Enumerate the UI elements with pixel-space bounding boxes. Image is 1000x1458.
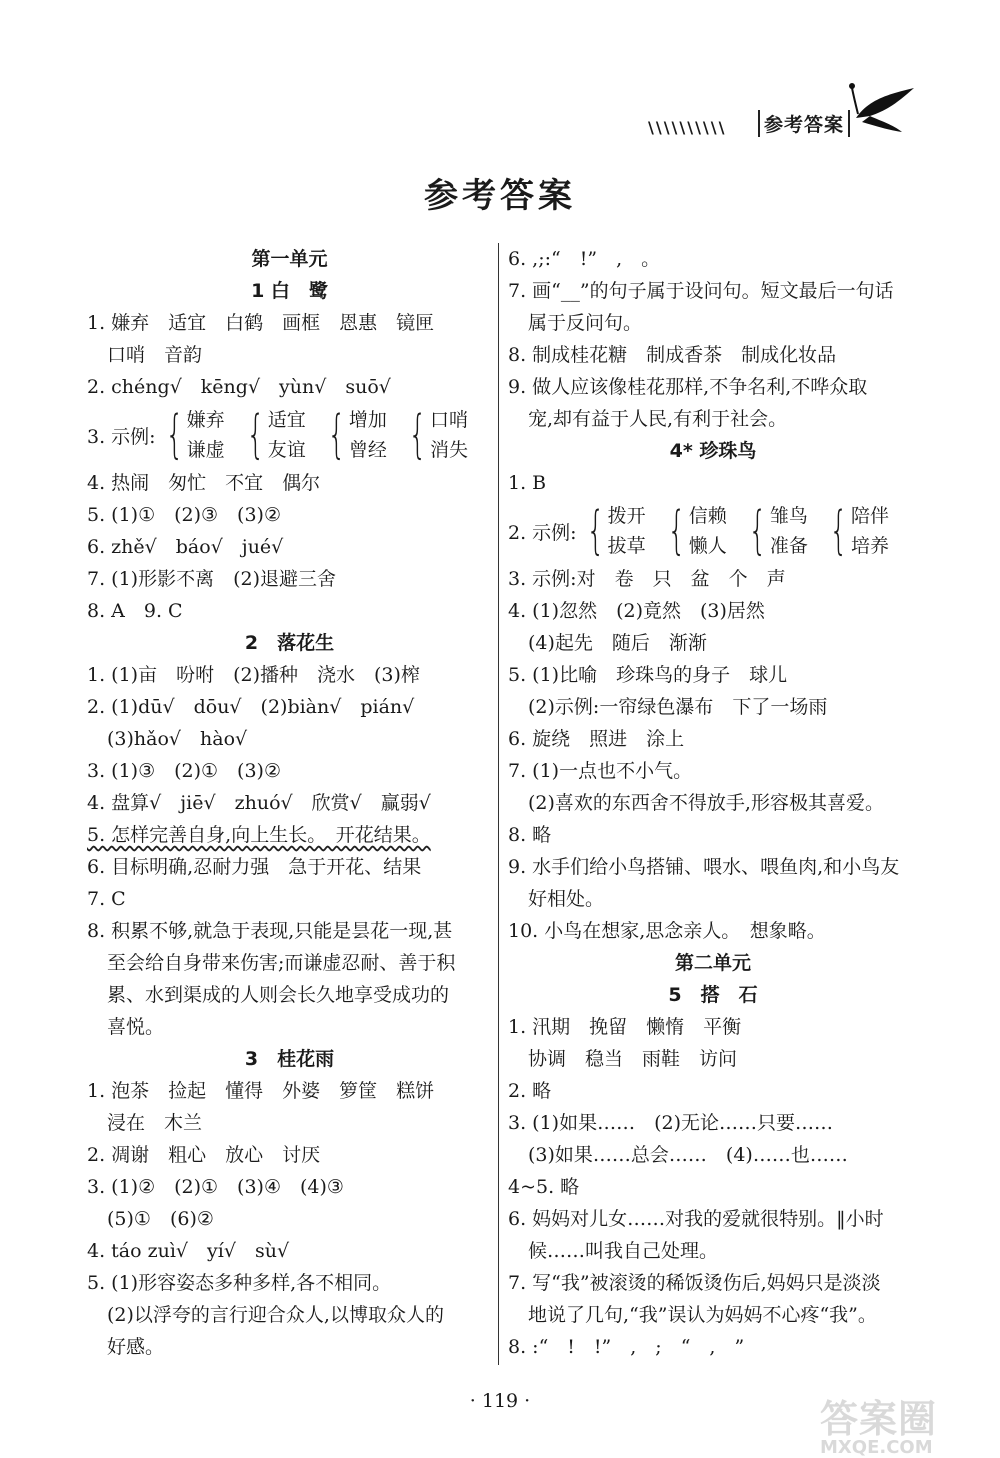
answer-line (508, 659, 918, 691)
word-stack (689, 501, 727, 561)
answer-line (87, 1011, 492, 1043)
answer-text: 至会给自身带来伤害;而谦虚忍耐、善于积 (107, 952, 456, 974)
answer-line (87, 563, 492, 595)
answer-line (508, 1043, 918, 1075)
word-pair (239, 405, 306, 465)
answer-line (87, 947, 492, 979)
word-pair (579, 501, 646, 561)
pair-word: 消失 (430, 439, 469, 461)
answer-line (508, 1331, 918, 1363)
word-stack (187, 405, 225, 465)
answer-text: 4. 盘算√ jiē√ zhuó√ 欣赏√ 赢弱√ (87, 792, 431, 814)
answer-text: 7. 写“我”被滚烫的稀饭烫伤后,妈妈只是淡淡 (508, 1272, 881, 1294)
answer-text: (5)① (6)② (107, 1208, 214, 1230)
answer-text: 2. chéng√ kēng√ yùn√ suō√ (87, 376, 391, 398)
answer-line (87, 1299, 492, 1331)
word-pair (660, 501, 727, 561)
watermark-main: 答案圈 (820, 1397, 938, 1441)
word-pair (741, 501, 808, 561)
answer-line (87, 307, 492, 339)
brace-icon: { (667, 501, 686, 561)
answer-text: 协调 稳当 雨鞋 访问 (528, 1048, 738, 1070)
answer-line (87, 883, 492, 915)
section-heading (87, 275, 492, 307)
section-heading (508, 979, 918, 1011)
answer-text: 6. 旋绕 照进 涂上 (508, 728, 685, 750)
answer-line (508, 1107, 918, 1139)
word-stack (349, 405, 387, 465)
answer-line (508, 243, 918, 275)
pair-word: 培养 (851, 535, 890, 557)
brace-icon: { (748, 501, 767, 561)
answer-text: 口哨 音韵 (107, 344, 203, 366)
pair-word: 拨开 (607, 505, 646, 527)
answer-text: 6. 妈妈对儿女……对我的爱就很特别。‖小时 (508, 1208, 884, 1230)
answer-text: 6. zhě√ báo√ jué√ (87, 536, 284, 558)
word-stack (770, 501, 808, 561)
answer-line (508, 595, 918, 627)
brace-icon: { (408, 405, 427, 465)
answer-text: 1. (1)亩 吩咐 (2)播种 浇水 (3)榨 (87, 664, 420, 686)
answer-line (87, 499, 492, 531)
answer-line (87, 1267, 492, 1299)
answer-text: 5 搭 石 (668, 984, 758, 1006)
column-divider (498, 243, 499, 1365)
answer-text: 2. 略 (508, 1080, 552, 1102)
answer-text: 4. 热闹 匆忙 不宜 偶尔 (87, 472, 321, 494)
watermark-sub: MXQE.COM (820, 1437, 933, 1458)
answer-line (87, 1235, 492, 1267)
answer-text: 2. (1)dū√ dōu√ (2)biàn√ pián√ (87, 696, 415, 718)
answer-line (87, 979, 492, 1011)
header-label: 参考答案 (758, 110, 850, 137)
answer-line (508, 915, 918, 947)
section-heading (87, 1043, 492, 1075)
answer-text: 8. A 9. C (87, 600, 183, 622)
page-number: · 119 · (469, 1390, 531, 1412)
answer-text: 喜悦。 (107, 1016, 165, 1038)
answer-line (87, 371, 492, 403)
answer-line (508, 275, 918, 307)
answer-line (508, 1235, 918, 1267)
pair-word: 雏鸟 (769, 505, 808, 527)
answer-text: 7. (1)一点也不小气。 (508, 760, 693, 782)
right-column (508, 243, 918, 1363)
answer-line (508, 1139, 918, 1171)
word-stack (430, 405, 468, 465)
brace-icon: { (586, 501, 605, 561)
answer-text: 8. 略 (508, 824, 552, 846)
answer-line (508, 1203, 918, 1235)
answer-line (508, 627, 918, 659)
answer-line (87, 691, 492, 723)
answer-text: 5. (1)形容姿态多种多样,各不相同。 (87, 1272, 392, 1294)
pair-word: 增加 (348, 409, 387, 431)
answer-line (508, 787, 918, 819)
answer-text: 4. táo zuì√ yí√ sù√ (87, 1240, 290, 1262)
answer-text: 好相处。 (528, 888, 605, 910)
pair-word: 嫌弃 (186, 409, 225, 431)
answer-text: 1. 嫌弃 适宜 白鹤 画框 恩惠 镜匣 (87, 312, 435, 334)
answer-text: 7. 画“__”的句子属于设问句。短文最后一句话 (508, 280, 894, 302)
answer-text: 5. (1)① (2)③ (3)② (87, 504, 282, 526)
word-pair (401, 405, 468, 465)
pair-word: 陪伴 (851, 505, 890, 527)
section-heading (87, 243, 492, 275)
answer-line (87, 1075, 492, 1107)
answer-text: 2 落花生 (244, 632, 335, 654)
answer-text: (3)hǎo√ hào√ (107, 728, 248, 750)
pair-word: 口哨 (430, 409, 469, 431)
answer-text: 1. B (508, 472, 547, 494)
answer-text: 8. 积累不够,就急于表现,只能是昙花一现,甚 (87, 920, 453, 942)
answer-line (87, 723, 492, 755)
word-pair (320, 405, 387, 465)
answer-text: 地说了几句,“我”误认为妈妈不心疼“我”。 (528, 1304, 877, 1326)
answer-text: 6. 目标明确,忍耐力强 急于开花、结果 (87, 856, 422, 878)
answer-line (508, 883, 918, 915)
answer-text: 候……叫我自己处理。 (528, 1240, 719, 1262)
answer-line (508, 563, 918, 595)
answer-line (508, 307, 918, 339)
answer-line (508, 339, 918, 371)
answer-text: 3. (1)③ (2)① (3)② (87, 760, 282, 782)
answer-line (87, 1139, 492, 1171)
answer-line (87, 787, 492, 819)
answer-text: 1. 汛期 挽留 懒惰 平衡 (508, 1016, 742, 1038)
answer-line (508, 1267, 918, 1299)
word-pair (158, 405, 225, 465)
answer-line (87, 595, 492, 627)
answer-text: 第一单元 (251, 248, 328, 270)
section-heading (87, 627, 492, 659)
header-dots: \\\\\\\\\\ (648, 118, 727, 137)
header-decoration (648, 108, 910, 148)
answer-text: 7. C (87, 888, 126, 910)
pair-word: 拔草 (607, 535, 646, 557)
answer-text: 7. (1)形影不离 (2)退避三舍 (87, 568, 336, 590)
answer-line (508, 371, 918, 403)
answer-line (87, 1203, 492, 1235)
answer-text: 好感。 (107, 1336, 165, 1358)
answer-text: 5. (1)比喻 珍珠鸟的身子 球儿 (508, 664, 788, 686)
answer-text: 9. 水手们给小鸟搭铺、喂水、喂鱼肉,和小鸟友 (508, 856, 900, 878)
pair-word: 适宜 (267, 409, 306, 431)
watermark-logo (820, 1388, 1000, 1458)
example-answer-line (508, 499, 918, 563)
answer-text: 9. 做人应该像桂花那样,不争名利,不哗众取 (508, 376, 868, 398)
answer-line (508, 1171, 918, 1203)
answer-line (508, 403, 918, 435)
answer-line (87, 755, 492, 787)
answer-text: 属于反问句。 (528, 312, 643, 334)
answer-text: 4. (1)忽然 (2)竟然 (3)居然 (508, 600, 765, 622)
answer-text: 8. :“ ! !” , ; “ , ” (508, 1336, 745, 1358)
bird-icon (848, 80, 918, 140)
page-title: 参考答案 (424, 176, 576, 216)
answer-text: 浸在 木兰 (107, 1112, 203, 1134)
pair-word: 曾经 (348, 439, 387, 461)
brace-icon: { (246, 405, 265, 465)
answer-line (87, 1331, 492, 1363)
answer-line (87, 1107, 492, 1139)
answer-line (508, 1011, 918, 1043)
answer-line (87, 915, 492, 947)
answer-text: 3. (1)② (2)① (3)④ (4)③ (87, 1176, 344, 1198)
answer-line (508, 819, 918, 851)
word-stack (851, 501, 889, 561)
answer-text: 3 桂花雨 (244, 1048, 335, 1070)
answer-line (87, 531, 492, 563)
answer-text: 2. 凋谢 粗心 放心 讨厌 (87, 1144, 321, 1166)
section-heading (508, 947, 918, 979)
word-pair (822, 501, 889, 561)
answer-line (508, 755, 918, 787)
example-answer-line (87, 403, 492, 467)
pair-word: 懒人 (688, 535, 727, 557)
answer-text: (3)如果……总会…… (4)……也…… (528, 1144, 848, 1166)
answer-text: (2)示例:一帘绿色瀑布 下了一场雨 (528, 696, 828, 718)
answer-line (508, 1075, 918, 1107)
answer-line (87, 467, 492, 499)
pair-word: 准备 (769, 535, 808, 557)
answer-number: 3. 示例: (87, 425, 156, 448)
answer-text: 累、水到渠成的人则会长久地享受成功的 (107, 984, 450, 1006)
answer-text: 3. (1)如果…… (2)无论……只要…… (508, 1112, 833, 1134)
answer-line (508, 851, 918, 883)
answer-line (87, 659, 492, 691)
answer-line (508, 1299, 918, 1331)
section-heading (508, 435, 918, 467)
answer-text: 8. 制成桂花糖 制成香茶 制成化妆品 (508, 344, 837, 366)
answer-line (508, 723, 918, 755)
answer-text: 10. 小鸟在想家,思念亲人。 想象略。 (508, 920, 826, 942)
answer-line (87, 339, 492, 371)
left-column (87, 243, 492, 1363)
answer-text: 5. 怎样完善自身,向上生长。 开花结果。 (87, 824, 431, 846)
answer-line (87, 851, 492, 883)
answer-line (87, 819, 492, 851)
pair-word: 信赖 (688, 505, 727, 527)
answer-text: (4)起先 随后 渐渐 (528, 632, 707, 654)
word-stack (268, 405, 306, 465)
answer-text: (2)以浮夸的言行迎合众人,以博取众人的 (107, 1304, 444, 1326)
word-stack (608, 501, 646, 561)
answer-text: 4* 珍珠鸟 (669, 440, 757, 462)
brace-icon: { (165, 405, 184, 465)
answer-line (87, 1171, 492, 1203)
answer-text: 4~5. 略 (508, 1176, 580, 1198)
answer-text: (2)喜欢的东西舍不得放手,形容极其喜爱。 (528, 792, 884, 814)
brace-icon: { (829, 501, 848, 561)
answer-line (508, 467, 918, 499)
pair-word: 友谊 (267, 439, 306, 461)
pair-word: 谦虚 (186, 439, 225, 461)
answer-text: 6. ,;:“ !” , 。 (508, 248, 661, 270)
brace-icon: { (327, 405, 346, 465)
answer-text: 1 白 鹭 (251, 280, 328, 302)
answer-number: 2. 示例: (508, 521, 577, 544)
answer-text: 宠,却有益于人民,有利于社会。 (528, 408, 788, 430)
answer-text: 1. 泡茶 捡起 懂得 外婆 箩筐 糕饼 (87, 1080, 435, 1102)
answer-text: 第二单元 (674, 952, 751, 974)
answer-line (508, 691, 918, 723)
answer-text: 3. 示例:对 卷 只 盆 个 声 (508, 568, 786, 590)
